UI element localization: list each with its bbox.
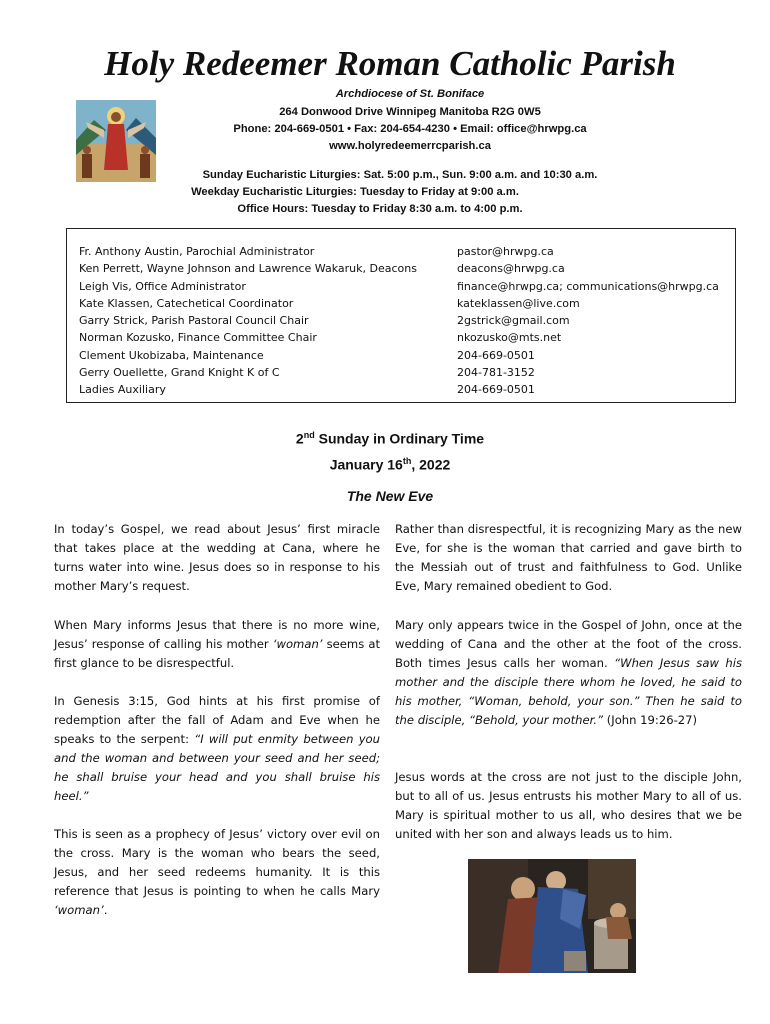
staff-name: Garry Strick, Parish Pastoral Council Chair	[79, 314, 309, 328]
parish-contact: Phone: 204-669-0501 • Fax: 204-654-4230 • Email: office@hrwpg.ca	[233, 123, 587, 135]
staff-contact[interactable]: kateklassen@live.com	[457, 296, 580, 310]
wedding-at-cana-image	[468, 859, 636, 973]
staff-contact: 204-669-0501	[457, 348, 535, 362]
staff-directory	[66, 228, 736, 403]
weekday-liturgies: Weekday Eucharistic Liturgies: Tuesday to Friday at 9:00 a.m.	[191, 186, 519, 198]
article-title: The New Eve	[346, 488, 434, 504]
article-right-p3: Jesus words at the cross are not just to the disciple John, but to all of us. Jesus entrusts his mother Mary to all of us. Mary is spiritual mother to us all, who desires that we be united with her son and always leads us to him.	[395, 770, 742, 841]
liturgical-heading	[200, 424, 580, 475]
staff-names	[79, 243, 459, 399]
staff-contact[interactable]: deacons@hrwpg.ca	[457, 262, 565, 276]
staff-name: Ken Perrett, Wayne Johnson and Lawrence Wakaruk, Deacons	[79, 262, 417, 276]
staff-contact: 204-669-0501	[457, 383, 535, 397]
liturgical-sunday: 2nd Sunday in Ordinary Time	[295, 430, 485, 447]
article-left-p4: This is seen as a prophecy of Jesus’ victory over evil on the cross. Mary is the woman who bears the seed, Jesus, and her seed redeems humanity. It is this reference that Jesus is pointing to when he calls Mary ‘woman’.	[54, 827, 380, 917]
sunday-liturgies: Sunday Eucharistic Liturgies: Sat. 5:00 p.m., Sun. 9:00 a.m. and 10:30 a.m.	[202, 169, 598, 181]
staff-name: Fr. Anthony Austin, Parochial Administrator	[79, 245, 315, 258]
staff-name: Gerry Ouellette, Grand Knight K of C	[79, 366, 280, 380]
staff-name: Leigh Vis, Office Administrator	[79, 279, 246, 293]
liturgical-date: January 16th, 2022	[329, 455, 451, 473]
staff-contact[interactable]: nkozusko@mts.net	[457, 331, 562, 345]
article-left-p3: In Genesis 3:15, God hints at his first promise of redemption after the fall of Adam and Eve when he speaks to the serpent: “I will put enmity between you and the woman and between your seed and her seed; he shall bruise your head and you shall bruise his heel.”	[54, 694, 381, 803]
staff-contacts	[457, 243, 737, 399]
parish-website[interactable]: www.holyredeemerrcparish.ca	[329, 140, 491, 152]
staff-contact[interactable]: pastor@hrwpg.ca	[457, 245, 554, 258]
parish-name: Holy Redeemer Roman Catholic Parish	[104, 44, 676, 83]
staff-contact: 204-781-3152	[457, 366, 535, 380]
article-right-p1: Rather than disrespectful, it is recognizing Mary as the new Eve, for she is the woman that carried and gave birth to the Messiah out of trust and faithfulness to God. Unlike Eve, Mary remained obedient to God.	[395, 522, 742, 593]
painting-icon	[468, 859, 636, 973]
staff-name: Ladies Auxiliary	[79, 383, 166, 397]
office-hours: Office Hours: Tuesday to Friday 8:30 a.m. to 4:00 p.m.	[237, 203, 523, 215]
parish-address: 264 Donwood Drive Winnipeg Manitoba R2G 0W5	[279, 106, 541, 118]
staff-name: Clement Ukobizaba, Maintenance	[79, 348, 264, 362]
archdiocese: Archdiocese of St. Boniface	[335, 88, 485, 100]
staff-contact[interactable]: finance@hrwpg.ca; communications@hrwpg.ca	[457, 279, 719, 293]
staff-contact[interactable]: 2gstrick@gmail.com	[457, 314, 570, 328]
staff-name: Norman Kozusko, Finance Committee Chair	[79, 331, 317, 345]
article-left-p2: When Mary informs Jesus that there is no more wine, Jesus’ response of calling his mother ‘woman’ seems at first glance to be disrespectful.	[54, 618, 380, 670]
staff-name: Kate Klassen, Catechetical Coordinator	[79, 296, 294, 310]
article-right-p2: Mary only appears twice in the Gospel of John, once at the wedding of Cana and the other at the foot of the cross. Both times Jesus calls her woman. “When Jesus saw his mother and the disciple there whom he loved, he said to his mother, “Woman, behold, your son.” Then he said to the disciple, “Behold, your mother.” (John 19:26-27)	[395, 618, 742, 727]
article-left-p1: In today’s Gospel, we read about Jesus’ first miracle that takes place at the wedding at Cana, where he turns water into wine. Jesus does so in response to his mother Mary’s request.	[54, 522, 380, 593]
